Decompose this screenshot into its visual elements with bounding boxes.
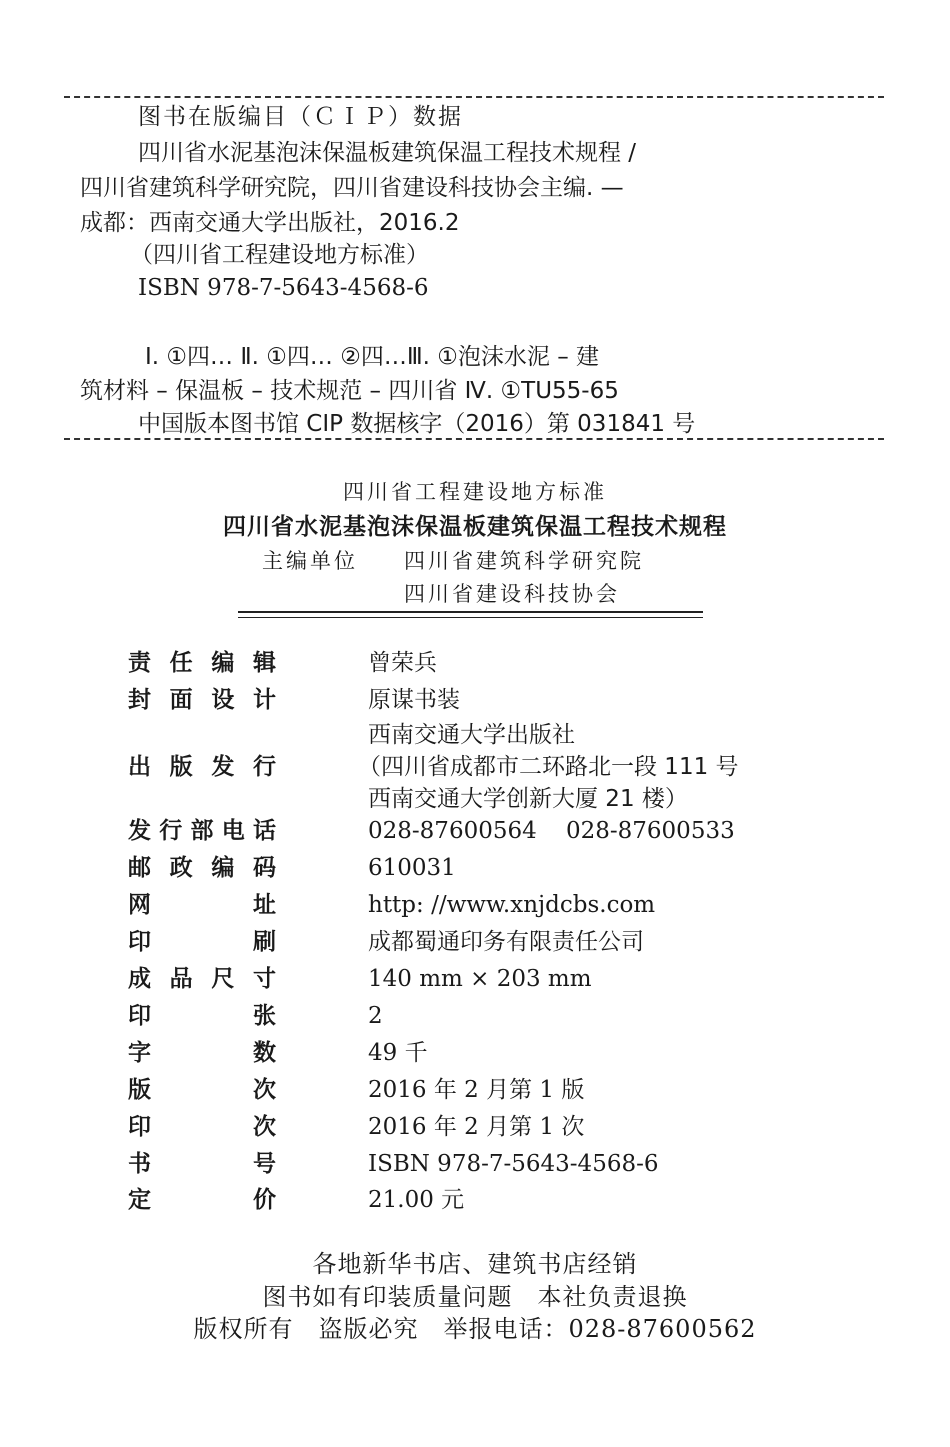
info-row-printing: [0, 1110, 950, 1144]
cip-verification: 中国版本图书馆 CIP 数据核字（2016）第 031841 号: [138, 411, 696, 437]
info-value: 610031: [368, 855, 456, 881]
info-label: 印刷: [128, 929, 276, 955]
info-label: 定价: [128, 1187, 276, 1213]
info-row-price: [0, 1183, 950, 1217]
cip-bottom-divider: [64, 438, 884, 440]
title-double-rule: [238, 611, 703, 618]
info-label: 书号: [128, 1151, 276, 1177]
copyright-notice: 版权所有 盗版必究 举报电话：028-87600562: [193, 1315, 757, 1343]
cip-top-divider: [64, 96, 884, 98]
info-value: 曾荣兵: [368, 650, 437, 676]
info-label: 邮政编码: [128, 855, 276, 881]
info-row-sheets: [0, 999, 950, 1033]
info-row-postcode: [0, 851, 950, 885]
cip-line-series: （四川省工程建设地方标准）: [130, 242, 429, 268]
info-row-word-count: [0, 1036, 950, 1070]
cip-line-authors: 四川省建筑科学研究院，四川省建设科技协会主编. —: [80, 175, 624, 201]
info-label: 网址: [128, 892, 276, 918]
publisher-address-2: 西南交通大学创新大厦 21 楼）: [368, 786, 688, 812]
website-link[interactable]: http: //www.xnjdcbs.com: [368, 892, 656, 918]
info-row-editor: [0, 646, 950, 680]
info-value: 49 千: [368, 1040, 428, 1066]
editor-unit-2: 四川省建设科技协会: [404, 582, 620, 606]
info-row-edition: [0, 1073, 950, 1107]
info-value: 2: [368, 1003, 383, 1029]
publisher-name: 西南交通大学出版社: [368, 722, 575, 748]
info-row-size: [0, 962, 950, 996]
info-value: 2016 年 2 月第 1 次: [368, 1114, 585, 1140]
info-value: 21.00 元: [368, 1187, 465, 1213]
info-label: 印次: [128, 1114, 276, 1140]
info-label: 出版发行: [128, 754, 276, 780]
info-label: 印张: [128, 1003, 276, 1029]
quality-notice: 图书如有印装质量问题 本社负责退换: [262, 1283, 688, 1311]
info-row-printer: [0, 925, 950, 959]
info-value: 成都蜀通印务有限责任公司: [368, 929, 644, 955]
info-label: 责任编辑: [128, 650, 276, 676]
publisher-address-1: （四川省成都市二环路北一段 111 号: [358, 754, 739, 780]
series-name: 四川省工程建设地方标准: [343, 480, 607, 504]
info-label: 成品尺寸: [128, 966, 276, 992]
cip-classification-line-1: Ⅰ. ①四… Ⅱ. ①四… ②四…Ⅲ. ①泡沫水泥 – 建: [145, 344, 600, 370]
info-row-isbn: [0, 1147, 950, 1181]
info-value: 028-87600564 028-87600533: [368, 818, 735, 844]
info-value: 2016 年 2 月第 1 版: [368, 1077, 585, 1103]
info-row-publisher: [0, 718, 950, 822]
info-label: 字数: [128, 1040, 276, 1066]
cip-classification-line-2: 筑材料 – 保温板 – 技术规范 – 四川省 Ⅳ. ①TU55-65: [80, 378, 619, 404]
cip-line-publisher: 成都：西南交通大学出版社，2016.2: [80, 210, 460, 236]
cip-line-title: 四川省水泥基泡沫保温板建筑保温工程技术规程 /: [138, 140, 637, 166]
cip-heading: 图书在版编目（ＣＩＰ）数据: [138, 104, 463, 130]
info-value: 140 mm × 203 mm: [368, 966, 592, 992]
info-label: 封面设计: [128, 687, 276, 713]
info-row-website: [0, 888, 950, 922]
info-row-phone: [0, 814, 950, 848]
info-label: 版次: [128, 1077, 276, 1103]
editor-label: 主编单位: [262, 549, 358, 573]
book-title: 四川省水泥基泡沫保温板建筑保温工程技术规程: [223, 514, 727, 540]
info-value: ISBN 978-7-5643-4568-6: [368, 1151, 659, 1177]
info-row-cover-design: [0, 683, 950, 717]
info-value: 原谋书装: [368, 687, 460, 713]
info-label: 发行部电话: [128, 818, 276, 844]
distribution-notice: 各地新华书店、建筑书店经销: [312, 1250, 638, 1278]
cip-line-isbn: ISBN 978-7-5643-4568-6: [138, 275, 429, 301]
editor-unit-1: 四川省建筑科学研究院: [404, 549, 644, 573]
